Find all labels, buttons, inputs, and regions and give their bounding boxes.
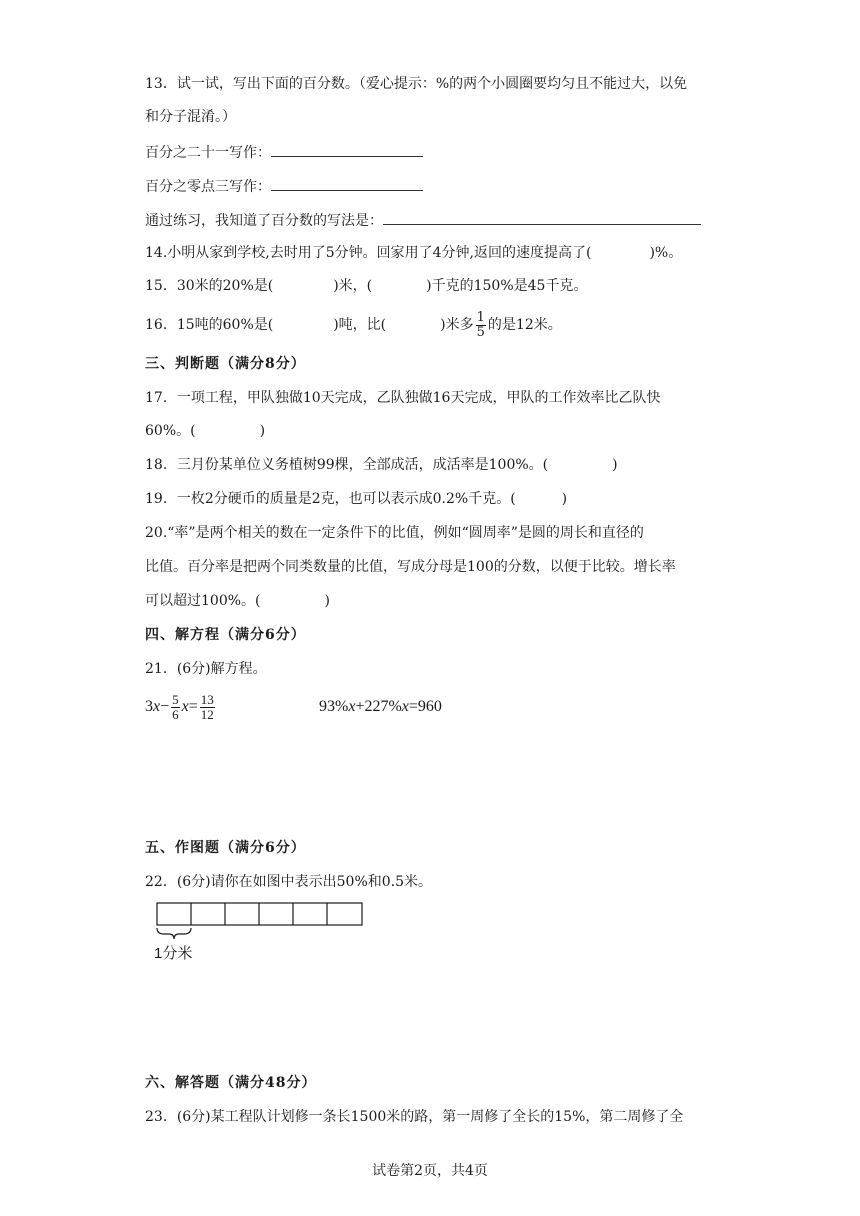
q17-close: ) xyxy=(259,423,266,439)
section-5-title: 五、作图题（满分6分） xyxy=(145,840,306,856)
q17-line2 xyxy=(145,421,265,441)
eq1-variable: x xyxy=(153,698,161,715)
answer-blank[interactable] xyxy=(383,210,701,225)
q13-line1: 13．试一试，写出下面的百分数。（爱心提示：%的两个小圆圈要均匀且不能过大，以免 xyxy=(145,76,688,92)
eq1-rhs-fraction xyxy=(200,693,215,722)
eq1-fraction xyxy=(171,693,180,722)
q16 xyxy=(145,310,562,340)
cell-strip xyxy=(157,903,362,925)
equation-2 xyxy=(319,697,442,717)
q16-c: )米多 xyxy=(440,317,474,333)
q22-diagram xyxy=(150,898,370,968)
eq1-coefficient: 3 xyxy=(145,698,153,715)
eq1-fraction-denominator: 6 xyxy=(172,706,179,722)
q20-line2: 比值。百分率是把两个同类数量的比值，写成分母是100的分数，以便于比较。增长率 xyxy=(145,559,676,575)
eq2-term2: +227% xyxy=(355,698,402,715)
eq2-rhs: =960 xyxy=(408,698,442,715)
q13-line5-label: 通过练习，我知道了百分数的写法是： xyxy=(145,213,383,229)
q13-line4-label: 百分之零点三写作： xyxy=(145,179,271,195)
q14-tail: )%。 xyxy=(649,245,683,261)
q19 xyxy=(145,489,567,509)
q16-d: 的是12米。 xyxy=(487,317,562,333)
eq1-fraction-numerator: 5 xyxy=(172,691,179,707)
fraction-one-fifth xyxy=(476,311,486,340)
answer-blank[interactable] xyxy=(271,176,423,191)
q15-b: )米，( xyxy=(333,278,373,294)
eq1-equals: = xyxy=(188,698,198,715)
q15-c: )千克的150%是45千克。 xyxy=(426,278,588,294)
q18-text: 18．三月份某单位义务植树99棵，全部成活，成活率是100%。( xyxy=(145,457,549,473)
eq1-variable: x xyxy=(181,698,189,715)
eq2-term1: 93% xyxy=(319,698,349,715)
q16-b: )吨，比( xyxy=(333,317,387,333)
eq1-rhs-denominator: 12 xyxy=(200,706,214,722)
q20-close: ) xyxy=(324,593,330,609)
unit-label: 1分米 xyxy=(154,945,193,962)
section-6-title: 六、解答题（满分48分） xyxy=(145,1075,317,1091)
q13-line2: 和分子混淆。） xyxy=(145,109,236,125)
q15 xyxy=(145,276,587,296)
eq1-rhs-numerator: 13 xyxy=(200,691,214,707)
q17-line2-text: 60%。( xyxy=(145,423,196,439)
q15-a: 15．30米的20%是( xyxy=(145,278,274,294)
eq2-variable: x xyxy=(401,698,409,715)
eq1-minus: − xyxy=(160,698,170,715)
q13-line3-label: 百分之二十一写作： xyxy=(145,145,271,161)
q21-text: 21．(6分)解方程。 xyxy=(145,661,267,677)
q20-line3 xyxy=(145,591,330,611)
fraction-denominator: 5 xyxy=(476,324,485,340)
equation-1 xyxy=(145,688,217,726)
fraction-numerator: 1 xyxy=(476,309,485,325)
q20-line1: 20.“率”是两个相关的数在一定条件下的比值，例如“圆周率”是圆的周长和直径的 xyxy=(145,525,644,541)
q22-text: 22．(6分)请你在如图中表示出50%和0.5米。 xyxy=(145,874,433,890)
q14-text: 14.小明从家到学校,去时用了5分钟。回家用了4分钟,返回的速度提高了( xyxy=(145,245,592,261)
brace xyxy=(157,928,191,939)
q17-line1: 17．一项工程，甲队独做10天完成，乙队独做16天完成，甲队的工作效率比乙队快 xyxy=(145,390,661,406)
q16-a: 16．15吨的60%是( xyxy=(145,317,274,333)
q19-close: ) xyxy=(561,491,568,507)
section-4-title: 四、解方程（满分6分） xyxy=(145,627,306,643)
q18-close: ) xyxy=(612,457,618,473)
eq2-variable: x xyxy=(348,698,356,715)
q13-line4 xyxy=(145,176,423,197)
q18 xyxy=(145,455,618,475)
q13-line3 xyxy=(145,142,423,163)
page-footer: 试卷第2页，共4页 xyxy=(372,1163,488,1179)
answer-blank[interactable] xyxy=(271,142,423,157)
q13-line5 xyxy=(145,210,701,231)
q23-text: 23．(6分)某工程队计划修一条长1500米的路，第一周修了全长的15%，第二周修了全 xyxy=(145,1109,684,1125)
q14 xyxy=(145,243,682,263)
q19-text: 19．一枚2分硬币的质量是2克，也可以表示成0.2%千克。( xyxy=(145,491,516,507)
section-3-title: 三、判断题（满分8分） xyxy=(145,356,306,372)
q20-line3-text: 可以超过100%。( xyxy=(145,593,261,609)
